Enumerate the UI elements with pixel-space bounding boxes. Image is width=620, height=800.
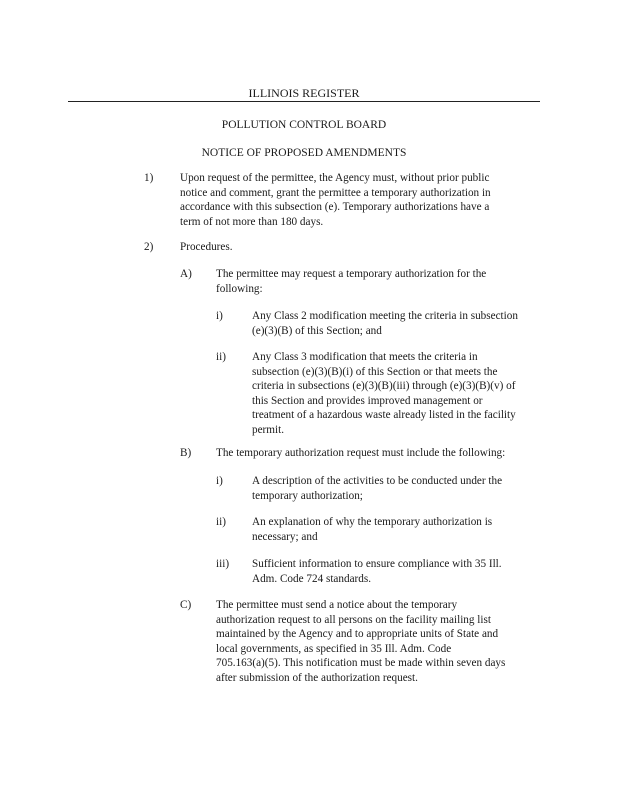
text-line: (e)(3)(B) of this Section; and (252, 324, 382, 337)
text-line: Any Class 2 modification meeting the criteria in subsection (252, 310, 518, 322)
sub-a-text (216, 267, 596, 296)
sub-a-ii-text (252, 350, 612, 438)
sub-c-text (216, 598, 596, 686)
text-line: 705.163(a)(5). This notification must be made within seven days (216, 657, 506, 670)
item-2-text (180, 240, 580, 255)
text-line: Any Class 3 modification that meets the criteria in (252, 351, 478, 363)
text-line: term of not more than 180 days. (180, 215, 324, 228)
notice-title: NOTICE OF PROPOSED AMENDMENTS (201, 147, 407, 159)
sub-a-label: A) (180, 268, 192, 280)
text-line: permit. (252, 423, 285, 436)
text-line: The permittee may request a temporary authorization for the (216, 268, 487, 280)
text-line: The temporary authorization request must include the following: (216, 447, 506, 459)
text-line: accordance with this subsection (e). Temporary authorizations have a (180, 201, 490, 214)
sub-b-i-text (252, 474, 612, 503)
sub-b-iii-text (252, 557, 612, 586)
text-line: subsection (e)(3)(B)(i) of this Section or that meets the (252, 365, 498, 378)
text-line: Procedures. (180, 241, 233, 253)
item-1-text (180, 171, 580, 229)
text-line: necessary; and (252, 530, 318, 543)
text-line: criteria in subsections (e)(3)(B)(iii) through (e)(3)(B)(v) of (252, 380, 516, 393)
sub-b-i-label: i) (216, 475, 223, 487)
text-line: local governments, as specified in 35 Ill. Adm. Code (216, 642, 452, 655)
sub-b-label: B) (180, 447, 192, 459)
text-line: treatment of a hazardous waste already listed in the facility (252, 409, 516, 422)
sub-a-i-text (252, 309, 612, 338)
text-line: notice and comment, grant the permittee a temporary authorization in (180, 186, 491, 199)
sub-b-ii-text (252, 515, 612, 544)
sub-c-label: C) (180, 599, 192, 611)
text-line: temporary authorization; (252, 489, 363, 502)
text-line: following: (216, 282, 263, 295)
sub-a-ii-label: ii) (216, 351, 226, 363)
item-2-label: 2) (144, 241, 154, 253)
text-line: after submission of the authorization request. (216, 671, 418, 684)
text-line: authorization request to all persons on the facility mailing list (216, 613, 491, 626)
sub-b-iii-label: iii) (216, 558, 230, 570)
board-name: POLLUTION CONTROL BOARD (221, 119, 387, 131)
text-line: The permittee must send a notice about the temporary (216, 599, 458, 611)
text-line: maintained by the Agency and to appropriate units of State and (216, 628, 499, 641)
sub-b-text (216, 446, 596, 461)
item-1-label: 1) (144, 172, 154, 184)
text-line: Sufficient information to ensure compliance with 35 Ill. (252, 558, 502, 570)
running-header: ILLINOIS REGISTER (248, 86, 360, 100)
text-line: A description of the activities to be conducted under the (252, 475, 503, 487)
sub-b-ii-label: ii) (216, 516, 226, 528)
header-rule (68, 101, 540, 102)
text-line: this Section and provides improved management or (252, 394, 483, 407)
text-line: An explanation of why the temporary authorization is (252, 516, 493, 528)
text-line: Upon request of the permittee, the Agency must, without prior public (180, 172, 490, 184)
text-line: Adm. Code 724 standards. (252, 572, 372, 585)
sub-a-i-label: i) (216, 310, 223, 322)
